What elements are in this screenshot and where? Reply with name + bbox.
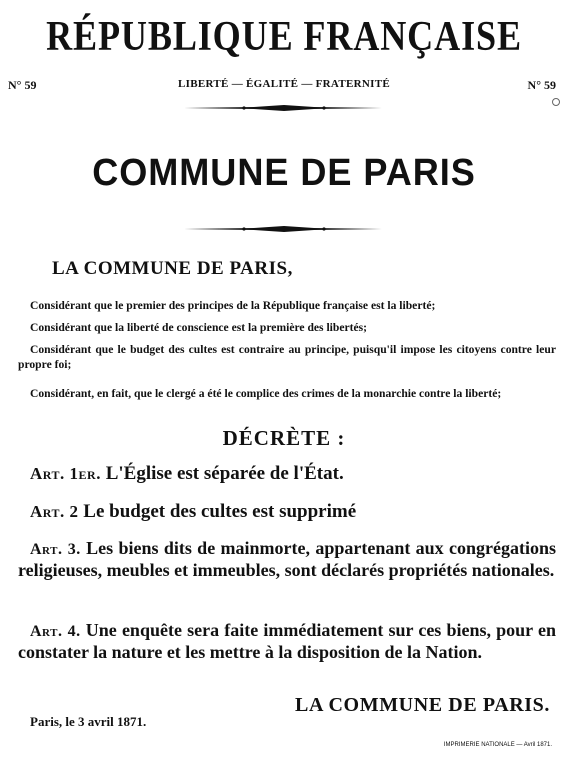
signature: LA COMMUNE DE PARIS. — [295, 694, 550, 716]
article-label: Art. 2 — [30, 502, 79, 521]
commune-title: COMMUNE DE PARIS — [92, 152, 476, 194]
poster-number-right: N° 59 — [527, 78, 556, 92]
article-label: Art. 1er. — [30, 464, 101, 483]
considerant-4: Considérant, en fait, que le clergé a été le complice des crimes de la monarchie contre la liberté; — [30, 387, 502, 400]
article-2 — [30, 500, 568, 524]
article-1 — [30, 462, 568, 486]
considerant-3: Considérant que le budget des cultes est contraire au principe, puisqu'il impose les citoyens contre leur propre foi; — [18, 343, 556, 371]
poster-number-left: N° 59 — [8, 78, 37, 92]
article-3 — [18, 538, 556, 581]
pin-hole — [552, 98, 560, 106]
commune-subtitle: LA COMMUNE DE PARIS, — [52, 258, 293, 279]
article-text: Les biens dits de mainmorte, appartenant aux congrégations religieuses, meubles et immeubles, sont déclarés propriétés nationales. — [18, 538, 557, 580]
article-label: Art. 3. — [30, 541, 81, 558]
poster-title: RÉPUBLIQUE FRANÇAISE — [46, 14, 522, 60]
article-4 — [18, 620, 556, 663]
ornament-divider-top — [184, 104, 384, 112]
article-text: Une enquête sera faite immédiatement sur ces biens, pour en constater la nature et les mettre à la disposition de la Nation. — [18, 620, 556, 662]
motto: LIBERTÉ — ÉGALITÉ — FRATERNITÉ — [178, 78, 390, 90]
date-line: Paris, le 3 avril 1871. — [30, 714, 147, 729]
article-text: L'Église est séparée de l'État. — [105, 463, 344, 484]
considerant-2: Considérant que la liberté de conscience est la première des libertés; — [30, 321, 368, 334]
article-text: Le budget des cultes est supprimé — [83, 501, 357, 522]
printer-imprint: IMPRIMERIE NATIONALE — Avril 1871. — [443, 742, 552, 748]
decree-heading: DÉCRÈTE : — [222, 426, 346, 450]
article-label: Art. 4. — [30, 623, 81, 640]
ornament-divider-bottom — [184, 225, 384, 233]
considerant-1: Considérant que le premier des principes de la République française est la liberté; — [30, 299, 436, 312]
